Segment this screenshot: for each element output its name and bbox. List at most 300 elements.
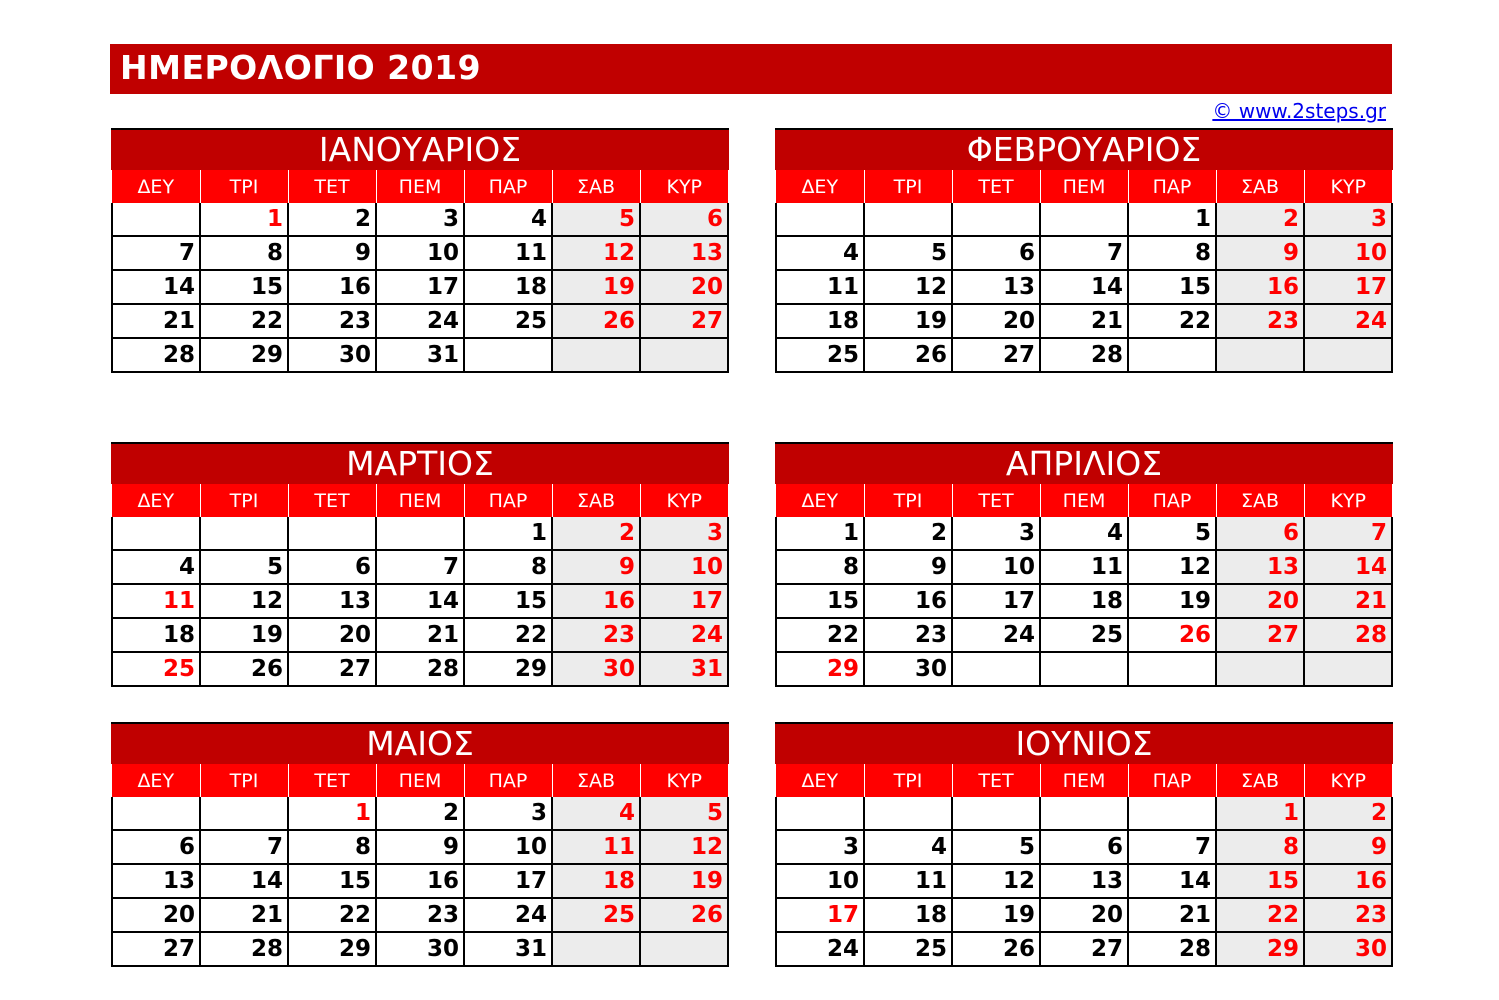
week-row: [112, 338, 728, 372]
day-cell: [864, 797, 952, 830]
day-cell: 24: [776, 932, 864, 966]
day-cell: 29: [776, 652, 864, 686]
month-table: [111, 484, 729, 687]
weekday-header: ΔΕΥ: [776, 484, 864, 517]
day-cell: 16: [1216, 270, 1304, 304]
day-cell: [640, 932, 728, 966]
week-row: [776, 270, 1392, 304]
month-block-1: [775, 128, 1393, 373]
day-cell: 5: [552, 203, 640, 236]
weekday-header: ΔΕΥ: [112, 484, 200, 517]
day-cell: 17: [464, 864, 552, 898]
day-cell: [1128, 338, 1216, 372]
month-title: ΑΠΡΙΛΙΟΣ: [775, 442, 1393, 484]
day-cell: 4: [776, 236, 864, 270]
day-cell: [864, 203, 952, 236]
day-cell: 9: [288, 236, 376, 270]
month-title: ΜΑΡΤΙΟΣ: [111, 442, 729, 484]
weekday-header: ΣΑΒ: [1216, 764, 1304, 797]
weekday-header: ΚΥΡ: [1304, 484, 1392, 517]
month-block-2: [111, 442, 729, 687]
month-table: [775, 484, 1393, 687]
day-cell: 25: [112, 652, 200, 686]
weekday-header: ΚΥΡ: [640, 484, 728, 517]
day-cell: 15: [200, 270, 288, 304]
day-cell: [376, 517, 464, 550]
month-table: [775, 170, 1393, 373]
day-cell: 28: [376, 652, 464, 686]
day-cell: 29: [288, 932, 376, 966]
weekday-header: ΣΑΒ: [552, 484, 640, 517]
day-cell: 18: [552, 864, 640, 898]
day-cell: [464, 338, 552, 372]
day-cell: 10: [376, 236, 464, 270]
week-row: [112, 652, 728, 686]
month-block-3: [775, 442, 1393, 687]
day-cell: 30: [864, 652, 952, 686]
day-cell: [1304, 338, 1392, 372]
week-row: [776, 618, 1392, 652]
weekday-header: ΔΕΥ: [776, 170, 864, 203]
week-row: [112, 618, 728, 652]
weekday-header: ΤΡΙ: [200, 170, 288, 203]
day-cell: 11: [464, 236, 552, 270]
day-cell: 29: [464, 652, 552, 686]
day-cell: 27: [112, 932, 200, 966]
day-cell: 12: [200, 584, 288, 618]
day-cell: 2: [376, 797, 464, 830]
day-cell: 28: [1128, 932, 1216, 966]
day-cell: 27: [288, 652, 376, 686]
day-cell: 2: [552, 517, 640, 550]
day-cell: [200, 797, 288, 830]
day-cell: 15: [1128, 270, 1216, 304]
day-cell: 27: [952, 338, 1040, 372]
day-cell: 18: [864, 898, 952, 932]
weekday-header: ΤΡΙ: [200, 764, 288, 797]
day-cell: 2: [288, 203, 376, 236]
weekday-header: ΠΑΡ: [464, 170, 552, 203]
day-cell: [200, 517, 288, 550]
day-cell: 11: [552, 830, 640, 864]
month-title: ΙΑΝΟΥΑΡΙΟΣ: [111, 128, 729, 170]
weekday-header: ΠΕΜ: [376, 764, 464, 797]
weekday-header: ΠΑΡ: [1128, 170, 1216, 203]
day-cell: 9: [376, 830, 464, 864]
day-cell: 15: [776, 584, 864, 618]
day-cell: 1: [1216, 797, 1304, 830]
day-cell: 17: [1304, 270, 1392, 304]
day-cell: 30: [552, 652, 640, 686]
day-cell: 30: [288, 338, 376, 372]
day-cell: 13: [640, 236, 728, 270]
day-cell: [1128, 797, 1216, 830]
day-cell: 16: [1304, 864, 1392, 898]
day-cell: 26: [1128, 618, 1216, 652]
day-cell: [952, 652, 1040, 686]
week-row: [776, 236, 1392, 270]
day-cell: 8: [464, 550, 552, 584]
day-cell: 21: [200, 898, 288, 932]
weekday-header-row: [112, 764, 728, 797]
day-cell: 2: [1304, 797, 1392, 830]
day-cell: 3: [1304, 203, 1392, 236]
day-cell: 2: [1216, 203, 1304, 236]
day-cell: 7: [1128, 830, 1216, 864]
week-row: [112, 236, 728, 270]
day-cell: 23: [1216, 304, 1304, 338]
weekday-header: ΠΑΡ: [1128, 484, 1216, 517]
day-cell: 26: [640, 898, 728, 932]
week-row: [776, 550, 1392, 584]
day-cell: 20: [112, 898, 200, 932]
day-cell: 2: [864, 517, 952, 550]
weekday-header: ΤΕΤ: [952, 170, 1040, 203]
day-cell: 21: [1304, 584, 1392, 618]
day-cell: 28: [1040, 338, 1128, 372]
weekday-header: ΚΥΡ: [640, 170, 728, 203]
weekday-header: ΠΕΜ: [376, 170, 464, 203]
day-cell: 12: [640, 830, 728, 864]
month-title: ΙΟΥΝΙΟΣ: [775, 722, 1393, 764]
day-cell: 23: [376, 898, 464, 932]
day-cell: 26: [864, 338, 952, 372]
day-cell: [112, 517, 200, 550]
day-cell: 13: [952, 270, 1040, 304]
weekday-header: ΠΕΜ: [376, 484, 464, 517]
day-cell: 28: [1304, 618, 1392, 652]
day-cell: 11: [112, 584, 200, 618]
weekday-header: ΤΕΤ: [952, 484, 1040, 517]
day-cell: [640, 338, 728, 372]
weekday-header: ΚΥΡ: [1304, 170, 1392, 203]
day-cell: 3: [776, 830, 864, 864]
weekday-header: ΤΡΙ: [864, 764, 952, 797]
day-cell: 17: [376, 270, 464, 304]
day-cell: 20: [640, 270, 728, 304]
day-cell: 3: [952, 517, 1040, 550]
day-cell: [112, 797, 200, 830]
weekday-header: ΤΕΤ: [952, 764, 1040, 797]
day-cell: 13: [288, 584, 376, 618]
day-cell: 1: [776, 517, 864, 550]
day-cell: [1304, 652, 1392, 686]
day-cell: 9: [1216, 236, 1304, 270]
day-cell: 22: [776, 618, 864, 652]
day-cell: [1128, 652, 1216, 686]
day-cell: 3: [640, 517, 728, 550]
day-cell: 17: [776, 898, 864, 932]
weekday-header: ΔΕΥ: [776, 764, 864, 797]
day-cell: 6: [1040, 830, 1128, 864]
weekday-header: ΤΡΙ: [864, 484, 952, 517]
day-cell: [1216, 652, 1304, 686]
week-row: [776, 203, 1392, 236]
day-cell: 18: [1040, 584, 1128, 618]
day-cell: 1: [464, 517, 552, 550]
day-cell: 4: [1040, 517, 1128, 550]
day-cell: 8: [1128, 236, 1216, 270]
day-cell: 20: [952, 304, 1040, 338]
week-row: [776, 864, 1392, 898]
day-cell: 8: [1216, 830, 1304, 864]
day-cell: 10: [776, 864, 864, 898]
day-cell: 9: [1304, 830, 1392, 864]
day-cell: [1216, 338, 1304, 372]
day-cell: 12: [552, 236, 640, 270]
day-cell: 24: [464, 898, 552, 932]
weekday-header: ΠΕΜ: [1040, 764, 1128, 797]
week-row: [776, 797, 1392, 830]
weekday-header: ΚΥΡ: [640, 764, 728, 797]
weekday-header: ΤΕΤ: [288, 484, 376, 517]
day-cell: 9: [864, 550, 952, 584]
weekday-header-row: [776, 484, 1392, 517]
week-row: [776, 584, 1392, 618]
week-row: [112, 517, 728, 550]
weekday-header: ΠΕΜ: [1040, 484, 1128, 517]
week-row: [112, 797, 728, 830]
week-row: [112, 830, 728, 864]
weekday-header: ΠΑΡ: [464, 764, 552, 797]
day-cell: [552, 338, 640, 372]
day-cell: 22: [288, 898, 376, 932]
day-cell: 25: [864, 932, 952, 966]
day-cell: 19: [952, 898, 1040, 932]
day-cell: 30: [1304, 932, 1392, 966]
day-cell: 4: [552, 797, 640, 830]
day-cell: 13: [1040, 864, 1128, 898]
day-cell: 16: [288, 270, 376, 304]
week-row: [112, 304, 728, 338]
day-cell: 28: [200, 932, 288, 966]
day-cell: 3: [376, 203, 464, 236]
weekday-header: ΠΑΡ: [464, 484, 552, 517]
copyright-link[interactable]: © www.2steps.gr: [1212, 99, 1386, 123]
day-cell: 22: [1128, 304, 1216, 338]
day-cell: 27: [1216, 618, 1304, 652]
day-cell: 19: [864, 304, 952, 338]
day-cell: 22: [464, 618, 552, 652]
day-cell: 27: [1040, 932, 1128, 966]
day-cell: 3: [464, 797, 552, 830]
day-cell: 23: [288, 304, 376, 338]
month-block-0: [111, 128, 729, 373]
day-cell: 17: [640, 584, 728, 618]
day-cell: 26: [200, 652, 288, 686]
week-row: [776, 652, 1392, 686]
day-cell: 22: [1216, 898, 1304, 932]
day-cell: 14: [112, 270, 200, 304]
day-cell: 10: [464, 830, 552, 864]
week-row: [112, 864, 728, 898]
day-cell: 6: [288, 550, 376, 584]
day-cell: 20: [288, 618, 376, 652]
day-cell: 25: [464, 304, 552, 338]
day-cell: 31: [376, 338, 464, 372]
day-cell: 11: [776, 270, 864, 304]
day-cell: 21: [376, 618, 464, 652]
day-cell: 30: [376, 932, 464, 966]
month-block-5: [775, 722, 1393, 967]
month-table: [111, 170, 729, 373]
page-title: ΗΜΕΡΟΛΟΓΙΟ 2019: [120, 48, 482, 87]
day-cell: 23: [864, 618, 952, 652]
weekday-header: ΣΑΒ: [1216, 484, 1304, 517]
day-cell: 20: [1216, 584, 1304, 618]
day-cell: 24: [640, 618, 728, 652]
month-title: ΜΑΙΟΣ: [111, 722, 729, 764]
day-cell: 19: [552, 270, 640, 304]
week-row: [112, 932, 728, 966]
day-cell: 23: [552, 618, 640, 652]
day-cell: 15: [1216, 864, 1304, 898]
day-cell: 6: [112, 830, 200, 864]
day-cell: 6: [640, 203, 728, 236]
day-cell: 22: [200, 304, 288, 338]
day-cell: [112, 203, 200, 236]
week-row: [112, 550, 728, 584]
weekday-header-row: [776, 170, 1392, 203]
week-row: [776, 830, 1392, 864]
day-cell: 16: [552, 584, 640, 618]
day-cell: 12: [952, 864, 1040, 898]
day-cell: 23: [1304, 898, 1392, 932]
weekday-header: ΠΑΡ: [1128, 764, 1216, 797]
day-cell: 8: [288, 830, 376, 864]
day-cell: 26: [952, 932, 1040, 966]
week-row: [112, 270, 728, 304]
day-cell: 5: [864, 236, 952, 270]
day-cell: [1040, 203, 1128, 236]
day-cell: 25: [1040, 618, 1128, 652]
month-table: [775, 764, 1393, 967]
day-cell: 19: [200, 618, 288, 652]
day-cell: 1: [200, 203, 288, 236]
weekday-header: ΠΕΜ: [1040, 170, 1128, 203]
day-cell: [952, 203, 1040, 236]
day-cell: 19: [1128, 584, 1216, 618]
day-cell: 7: [376, 550, 464, 584]
day-cell: 18: [464, 270, 552, 304]
day-cell: 18: [776, 304, 864, 338]
day-cell: 1: [1128, 203, 1216, 236]
day-cell: 4: [864, 830, 952, 864]
day-cell: 14: [1128, 864, 1216, 898]
day-cell: 24: [376, 304, 464, 338]
week-row: [776, 932, 1392, 966]
day-cell: 10: [1304, 236, 1392, 270]
weekday-header: ΣΑΒ: [552, 170, 640, 203]
day-cell: 21: [112, 304, 200, 338]
day-cell: [776, 797, 864, 830]
day-cell: [288, 517, 376, 550]
day-cell: 8: [776, 550, 864, 584]
day-cell: 24: [1304, 304, 1392, 338]
day-cell: 25: [776, 338, 864, 372]
day-cell: [776, 203, 864, 236]
day-cell: 15: [464, 584, 552, 618]
day-cell: 1: [288, 797, 376, 830]
month-table: [111, 764, 729, 967]
day-cell: 13: [112, 864, 200, 898]
day-cell: 17: [952, 584, 1040, 618]
weekday-header-row: [112, 484, 728, 517]
day-cell: 7: [112, 236, 200, 270]
day-cell: 7: [200, 830, 288, 864]
day-cell: 7: [1040, 236, 1128, 270]
weekday-header: ΤΡΙ: [200, 484, 288, 517]
day-cell: 11: [864, 864, 952, 898]
day-cell: 5: [952, 830, 1040, 864]
day-cell: 10: [640, 550, 728, 584]
weekday-header: ΤΕΤ: [288, 170, 376, 203]
day-cell: 4: [112, 550, 200, 584]
day-cell: 12: [1128, 550, 1216, 584]
week-row: [776, 898, 1392, 932]
day-cell: 9: [552, 550, 640, 584]
day-cell: [952, 797, 1040, 830]
day-cell: [1040, 652, 1128, 686]
day-cell: 16: [376, 864, 464, 898]
day-cell: 19: [640, 864, 728, 898]
weekday-header-row: [776, 764, 1392, 797]
weekday-header: ΔΕΥ: [112, 170, 200, 203]
day-cell: 21: [1040, 304, 1128, 338]
month-title: ΦΕΒΡΟΥΑΡΙΟΣ: [775, 128, 1393, 170]
day-cell: 28: [112, 338, 200, 372]
day-cell: 20: [1040, 898, 1128, 932]
day-cell: 18: [112, 618, 200, 652]
day-cell: 15: [288, 864, 376, 898]
day-cell: 14: [376, 584, 464, 618]
day-cell: 4: [464, 203, 552, 236]
weekday-header: ΔΕΥ: [112, 764, 200, 797]
day-cell: 14: [1304, 550, 1392, 584]
day-cell: 8: [200, 236, 288, 270]
day-cell: 31: [640, 652, 728, 686]
day-cell: 29: [200, 338, 288, 372]
day-cell: 27: [640, 304, 728, 338]
weekday-header: ΚΥΡ: [1304, 764, 1392, 797]
day-cell: 12: [864, 270, 952, 304]
day-cell: 31: [464, 932, 552, 966]
day-cell: 29: [1216, 932, 1304, 966]
day-cell: 26: [552, 304, 640, 338]
weekday-header: ΤΡΙ: [864, 170, 952, 203]
day-cell: [1040, 797, 1128, 830]
day-cell: 5: [200, 550, 288, 584]
week-row: [776, 517, 1392, 550]
day-cell: 6: [952, 236, 1040, 270]
day-cell: 11: [1040, 550, 1128, 584]
day-cell: 10: [952, 550, 1040, 584]
week-row: [112, 584, 728, 618]
day-cell: 5: [640, 797, 728, 830]
weekday-header-row: [112, 170, 728, 203]
week-row: [112, 203, 728, 236]
weekday-header: ΣΑΒ: [552, 764, 640, 797]
day-cell: 5: [1128, 517, 1216, 550]
month-block-4: [111, 722, 729, 967]
day-cell: 14: [200, 864, 288, 898]
day-cell: 21: [1128, 898, 1216, 932]
day-cell: 7: [1304, 517, 1392, 550]
day-cell: 13: [1216, 550, 1304, 584]
calendar-title-bar: [110, 44, 1392, 94]
day-cell: 25: [552, 898, 640, 932]
weekday-header: ΤΕΤ: [288, 764, 376, 797]
